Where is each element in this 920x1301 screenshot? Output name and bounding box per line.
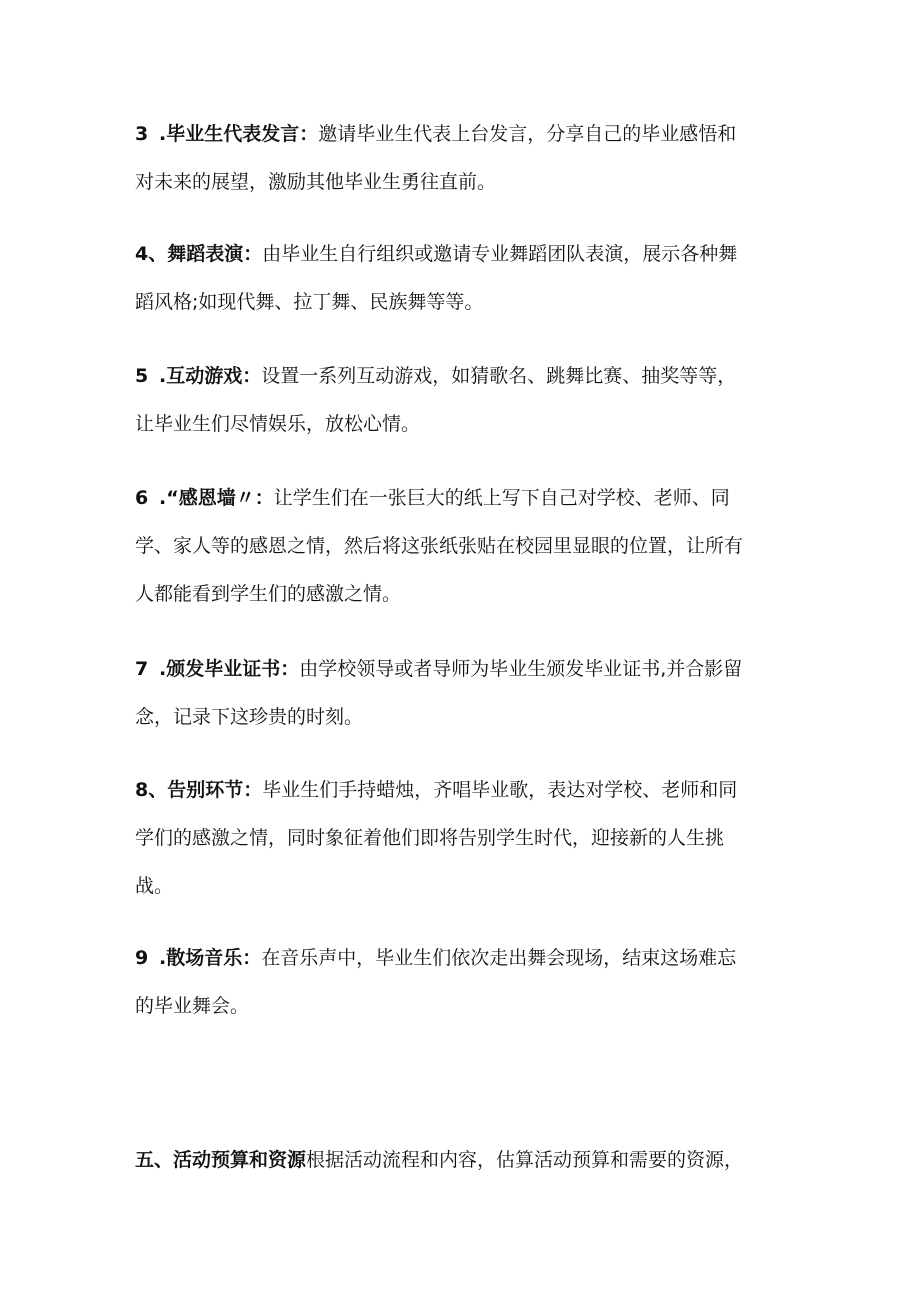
section-budget	[135, 1136, 785, 1184]
item-text: 由学校领导或者导师为毕业生颁发毕业证书,并合影留	[299, 658, 743, 680]
agenda-item-6	[135, 474, 785, 618]
item-heading: 8、告别环节：	[135, 779, 263, 801]
item-number: 7	[135, 658, 149, 680]
agenda-item-line	[135, 474, 785, 522]
item-text: 由毕业生自行组织或邀请专业舞蹈团队表演，展示各种舞	[262, 243, 738, 265]
agenda-item-line: 念，记录下这珍贵的时刻。	[135, 706, 364, 728]
agenda-item-line	[135, 352, 785, 400]
agenda-item-line	[135, 766, 785, 814]
item-heading: .毕业生代表发言：	[159, 123, 319, 145]
agenda-item-line: 对未来的展望，激励其他毕业生勇往直前。	[135, 171, 497, 193]
item-number: 3	[135, 123, 149, 145]
agenda-item-line	[135, 110, 785, 158]
item-text: 设置一系列互动游戏，如猜歌名、跳舞比赛、抽奖等等，	[261, 365, 737, 387]
agenda-item-4	[135, 230, 785, 326]
item-text: 邀请毕业生代表上台发言，分享自己的毕业感悟和	[318, 123, 737, 145]
item-number: 9	[135, 947, 149, 969]
agenda-item-line: 学、家人等的感恩之情，然后将这张纸张贴在校园里显眼的位置，让所有	[135, 535, 744, 557]
agenda-item-line: 人都能看到学生们的感激之情。	[135, 583, 402, 605]
section-line	[135, 1136, 785, 1184]
agenda-item-5	[135, 352, 785, 448]
agenda-item-line: 蹈风格;如现代舞、拉丁舞、民族舞等等。	[135, 291, 484, 313]
agenda-item-line: 让毕业生们尽情娱乐，放松心情。	[135, 413, 421, 435]
agenda-item-line: 的毕业舞会。	[135, 995, 250, 1017]
agenda-item-8	[135, 766, 785, 910]
item-text: 毕业生们手持蜡烛，齐唱毕业歌，表达对学校、老师和同	[262, 779, 738, 801]
agenda-item-line	[135, 230, 785, 278]
item-number: 6	[135, 487, 149, 509]
item-text: 让学生们在一张巨大的纸上写下自己对学校、老师、同	[273, 487, 730, 509]
agenda-item-7	[135, 645, 785, 741]
item-heading: .颁发毕业证书：	[159, 658, 300, 680]
agenda-item-3	[135, 110, 785, 206]
item-heading: .互动游戏：	[159, 365, 262, 387]
item-number: 5	[135, 365, 149, 387]
agenda-item-line	[135, 645, 785, 693]
agenda-item-9	[135, 934, 785, 1030]
agenda-item-line: 战。	[135, 875, 174, 897]
agenda-item-line	[135, 934, 785, 982]
agenda-item-line: 学们的感激之情，同时象征着他们即将告别学生时代，迎接新的人生挑	[135, 827, 725, 849]
section-text: 根据活动流程和内容，估算活动预算和需要的资源，	[306, 1149, 744, 1171]
item-heading: 4、舞蹈表演：	[135, 243, 263, 265]
item-text: 在音乐声中，毕业生们依次走出舞会现场，结束这场难忘	[261, 947, 737, 969]
item-heading: .散场音乐：	[159, 947, 262, 969]
section-heading: 五、活动预算和资源	[135, 1149, 307, 1171]
item-heading: .“感恩墙〃：	[159, 487, 274, 509]
